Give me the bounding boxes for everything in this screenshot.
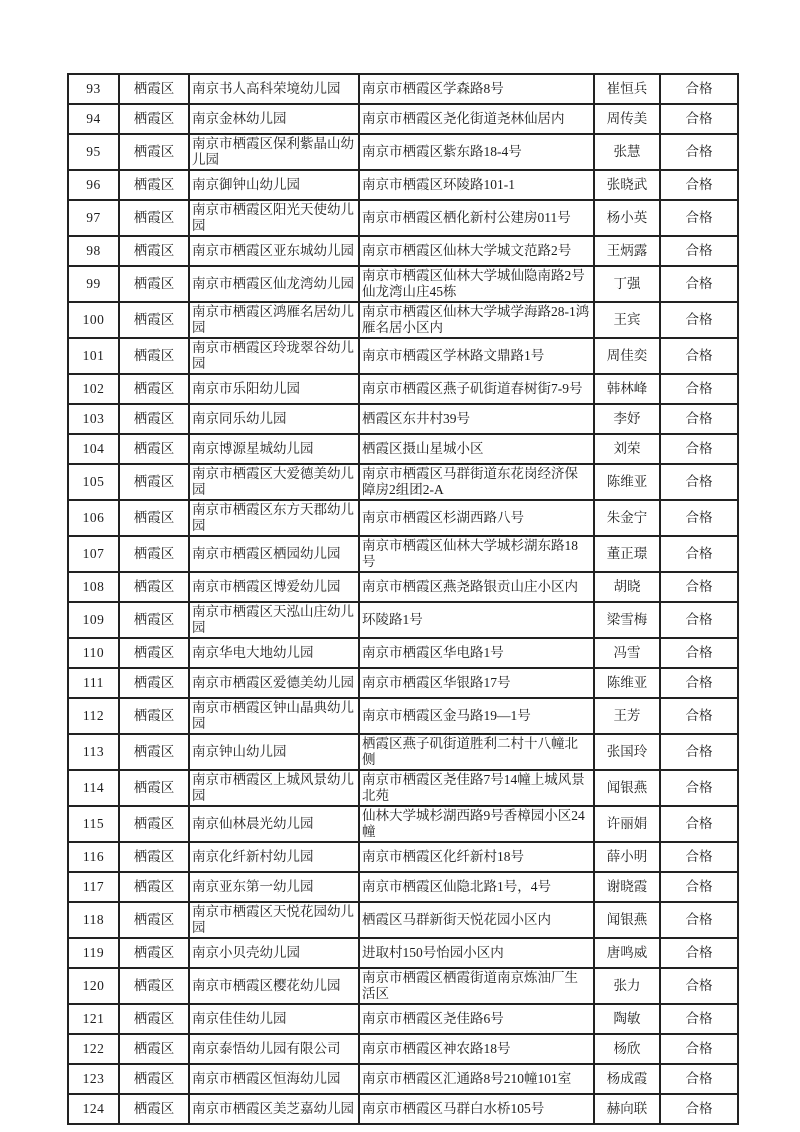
row-number-cell: 104 — [68, 434, 119, 464]
table-body — [68, 74, 738, 1124]
address-cell: 南京市栖霞区学林路文鼎路1号 — [359, 338, 594, 374]
kindergarten-name-cell: 南京市栖霞区鸿雁名居幼儿园 — [189, 302, 359, 338]
kindergarten-name-cell: 南京市栖霞区钟山晶典幼儿园 — [189, 698, 359, 734]
table-row — [68, 200, 738, 236]
row-number-cell: 95 — [68, 134, 119, 170]
row-number-cell: 112 — [68, 698, 119, 734]
address-cell: 南京市栖霞区仙林大学城杉湖东路18号 — [359, 536, 594, 572]
row-number-cell: 119 — [68, 938, 119, 968]
row-number-cell: 113 — [68, 734, 119, 770]
address-cell: 南京市栖霞区环陵路101-1 — [359, 170, 594, 200]
row-number-cell: 110 — [68, 638, 119, 668]
address-cell: 栖霞区燕子矶街道胜利二村十八幢北侧 — [359, 734, 594, 770]
address-cell: 南京市栖霞区汇通路8号210幢101室 — [359, 1064, 594, 1094]
address-cell: 南京市栖霞区栖霞街道南京炼油厂生活区 — [359, 968, 594, 1004]
principal-cell: 杨欣 — [594, 1034, 660, 1064]
row-number-cell: 118 — [68, 902, 119, 938]
table-row — [68, 74, 738, 104]
result-cell: 合格 — [660, 734, 738, 770]
row-number-cell: 106 — [68, 500, 119, 536]
table-row — [68, 872, 738, 902]
address-cell: 南京市栖霞区华银路17号 — [359, 668, 594, 698]
address-cell: 环陵路1号 — [359, 602, 594, 638]
result-cell: 合格 — [660, 104, 738, 134]
row-number-cell: 121 — [68, 1004, 119, 1034]
principal-cell: 韩林峰 — [594, 374, 660, 404]
result-cell: 合格 — [660, 170, 738, 200]
address-cell: 南京市栖霞区燕尧路银贡山庄小区内 — [359, 572, 594, 602]
district-cell: 栖霞区 — [119, 170, 189, 200]
table-row — [68, 170, 738, 200]
table-row — [68, 266, 738, 302]
address-cell: 南京市栖霞区化纤新村18号 — [359, 842, 594, 872]
district-cell: 栖霞区 — [119, 1004, 189, 1034]
row-number-cell: 97 — [68, 200, 119, 236]
district-cell: 栖霞区 — [119, 902, 189, 938]
kindergarten-name-cell: 南京市栖霞区东方天郡幼儿园 — [189, 500, 359, 536]
table-row — [68, 374, 738, 404]
table-row — [68, 638, 738, 668]
result-cell: 合格 — [660, 500, 738, 536]
address-cell: 栖霞区摄山星城小区 — [359, 434, 594, 464]
row-number-cell: 99 — [68, 266, 119, 302]
principal-cell: 胡晓 — [594, 572, 660, 602]
result-cell: 合格 — [660, 698, 738, 734]
row-number-cell: 93 — [68, 74, 119, 104]
result-cell: 合格 — [660, 572, 738, 602]
district-cell: 栖霞区 — [119, 734, 189, 770]
result-cell: 合格 — [660, 842, 738, 872]
address-cell: 南京市栖霞区紫东路18-4号 — [359, 134, 594, 170]
address-cell: 栖霞区马群新街天悦花园小区内 — [359, 902, 594, 938]
kindergarten-name-cell: 南京泰悟幼儿园有限公司 — [189, 1034, 359, 1064]
table-row — [68, 842, 738, 872]
address-cell: 南京市栖霞区马群白水桥105号 — [359, 1094, 594, 1124]
row-number-cell: 108 — [68, 572, 119, 602]
table-row — [68, 1064, 738, 1094]
principal-cell: 周佳奕 — [594, 338, 660, 374]
row-number-cell: 120 — [68, 968, 119, 1004]
result-cell: 合格 — [660, 668, 738, 698]
principal-cell: 周传美 — [594, 104, 660, 134]
result-cell: 合格 — [660, 536, 738, 572]
table-row — [68, 572, 738, 602]
result-cell: 合格 — [660, 638, 738, 668]
address-cell: 南京市栖霞区燕子矶街道春树街7-9号 — [359, 374, 594, 404]
row-number-cell: 122 — [68, 1034, 119, 1064]
table-row — [68, 536, 738, 572]
result-cell: 合格 — [660, 134, 738, 170]
principal-cell: 闻银燕 — [594, 902, 660, 938]
kindergarten-name-cell: 南京市栖霞区亚东城幼儿园 — [189, 236, 359, 266]
table-row — [68, 302, 738, 338]
result-cell: 合格 — [660, 74, 738, 104]
address-cell: 进取村150号怡园小区内 — [359, 938, 594, 968]
table-row — [68, 1094, 738, 1124]
table-row — [68, 698, 738, 734]
table-row — [68, 500, 738, 536]
row-number-cell: 115 — [68, 806, 119, 842]
table-row — [68, 1034, 738, 1064]
result-cell: 合格 — [660, 266, 738, 302]
address-cell: 南京市栖霞区仙隐北路1号，4号 — [359, 872, 594, 902]
address-cell: 南京市栖霞区仙林大学城文范路2号 — [359, 236, 594, 266]
row-number-cell: 114 — [68, 770, 119, 806]
result-cell: 合格 — [660, 200, 738, 236]
table-row — [68, 1004, 738, 1034]
row-number-cell: 101 — [68, 338, 119, 374]
result-cell: 合格 — [660, 236, 738, 266]
result-cell: 合格 — [660, 1064, 738, 1094]
district-cell: 栖霞区 — [119, 698, 189, 734]
district-cell: 栖霞区 — [119, 1064, 189, 1094]
district-cell: 栖霞区 — [119, 302, 189, 338]
principal-cell: 杨小英 — [594, 200, 660, 236]
kindergarten-name-cell: 南京市栖霞区栖园幼儿园 — [189, 536, 359, 572]
kindergarten-name-cell: 南京金林幼儿园 — [189, 104, 359, 134]
principal-cell: 张国玲 — [594, 734, 660, 770]
row-number-cell: 100 — [68, 302, 119, 338]
principal-cell: 刘荣 — [594, 434, 660, 464]
principal-cell: 梁雪梅 — [594, 602, 660, 638]
address-cell: 南京市栖霞区神农路18号 — [359, 1034, 594, 1064]
principal-cell: 谢晓霞 — [594, 872, 660, 902]
principal-cell: 李妤 — [594, 404, 660, 434]
address-cell: 南京市栖霞区栖化新村公建房011号 — [359, 200, 594, 236]
row-number-cell: 102 — [68, 374, 119, 404]
row-number-cell: 111 — [68, 668, 119, 698]
principal-cell: 陈维亚 — [594, 668, 660, 698]
principal-cell: 张晓武 — [594, 170, 660, 200]
district-cell: 栖霞区 — [119, 842, 189, 872]
result-cell: 合格 — [660, 770, 738, 806]
row-number-cell: 116 — [68, 842, 119, 872]
kindergarten-name-cell: 南京钟山幼儿园 — [189, 734, 359, 770]
kindergarten-name-cell: 南京博源星城幼儿园 — [189, 434, 359, 464]
address-cell: 南京市栖霞区仙林大学城仙隐南路2号仙龙湾山庄45栋 — [359, 266, 594, 302]
district-cell: 栖霞区 — [119, 572, 189, 602]
district-cell: 栖霞区 — [119, 464, 189, 500]
table-row — [68, 464, 738, 500]
result-cell: 合格 — [660, 806, 738, 842]
address-cell: 南京市栖霞区金马路19—1号 — [359, 698, 594, 734]
table-row — [68, 806, 738, 842]
district-cell: 栖霞区 — [119, 938, 189, 968]
address-cell: 南京市栖霞区马群街道东花岗经济保障房2组团2-A — [359, 464, 594, 500]
table-row — [68, 434, 738, 464]
principal-cell: 董正璟 — [594, 536, 660, 572]
principal-cell: 朱金宁 — [594, 500, 660, 536]
table-row — [68, 602, 738, 638]
district-cell: 栖霞区 — [119, 374, 189, 404]
result-cell: 合格 — [660, 1004, 738, 1034]
address-cell: 南京市栖霞区仙林大学城学海路28-1鸿雁名居小区内 — [359, 302, 594, 338]
address-cell: 南京市栖霞区杉湖西路八号 — [359, 500, 594, 536]
row-number-cell: 107 — [68, 536, 119, 572]
result-cell: 合格 — [660, 464, 738, 500]
table-row — [68, 770, 738, 806]
row-number-cell: 96 — [68, 170, 119, 200]
kindergarten-name-cell: 南京市栖霞区樱花幼儿园 — [189, 968, 359, 1004]
principal-cell: 王炳露 — [594, 236, 660, 266]
row-number-cell: 123 — [68, 1064, 119, 1094]
row-number-cell: 98 — [68, 236, 119, 266]
address-cell: 南京市栖霞区尧佳路6号 — [359, 1004, 594, 1034]
principal-cell: 王宾 — [594, 302, 660, 338]
kindergarten-name-cell: 南京亚东第一幼儿园 — [189, 872, 359, 902]
district-cell: 栖霞区 — [119, 638, 189, 668]
address-cell: 仙林大学城杉湖西路9号香樟园小区24幢 — [359, 806, 594, 842]
table-row — [68, 668, 738, 698]
table-row — [68, 938, 738, 968]
result-cell: 合格 — [660, 1094, 738, 1124]
principal-cell: 张慧 — [594, 134, 660, 170]
kindergarten-name-cell: 南京同乐幼儿园 — [189, 404, 359, 434]
district-cell: 栖霞区 — [119, 536, 189, 572]
district-cell: 栖霞区 — [119, 74, 189, 104]
table-row — [68, 236, 738, 266]
result-cell: 合格 — [660, 938, 738, 968]
kindergarten-name-cell: 南京市栖霞区恒海幼儿园 — [189, 1064, 359, 1094]
result-cell: 合格 — [660, 338, 738, 374]
principal-cell: 陈维亚 — [594, 464, 660, 500]
address-cell: 南京市栖霞区尧佳路7号14幢上城风景北苑 — [359, 770, 594, 806]
kindergarten-name-cell: 南京化纤新村幼儿园 — [189, 842, 359, 872]
kindergarten-name-cell: 南京书人高科荣境幼儿园 — [189, 74, 359, 104]
kindergarten-name-cell: 南京市栖霞区美芝嘉幼儿园 — [189, 1094, 359, 1124]
table-row — [68, 734, 738, 770]
district-cell: 栖霞区 — [119, 338, 189, 374]
address-cell: 南京市栖霞区尧化街道尧林仙居内 — [359, 104, 594, 134]
district-cell: 栖霞区 — [119, 968, 189, 1004]
principal-cell: 崔恒兵 — [594, 74, 660, 104]
principal-cell: 闻银燕 — [594, 770, 660, 806]
address-cell: 南京市栖霞区华电路1号 — [359, 638, 594, 668]
district-cell: 栖霞区 — [119, 266, 189, 302]
district-cell: 栖霞区 — [119, 872, 189, 902]
district-cell: 栖霞区 — [119, 434, 189, 464]
district-cell: 栖霞区 — [119, 236, 189, 266]
row-number-cell: 117 — [68, 872, 119, 902]
kindergarten-name-cell: 南京市栖霞区上城风景幼儿园 — [189, 770, 359, 806]
row-number-cell: 105 — [68, 464, 119, 500]
district-cell: 栖霞区 — [119, 770, 189, 806]
kindergarten-name-cell: 南京市栖霞区博爱幼儿园 — [189, 572, 359, 602]
district-cell: 栖霞区 — [119, 668, 189, 698]
result-cell: 合格 — [660, 374, 738, 404]
kindergarten-table — [67, 73, 739, 1125]
result-cell: 合格 — [660, 434, 738, 464]
table-row — [68, 404, 738, 434]
principal-cell: 许丽娟 — [594, 806, 660, 842]
row-number-cell: 103 — [68, 404, 119, 434]
principal-cell: 丁强 — [594, 266, 660, 302]
result-cell: 合格 — [660, 1034, 738, 1064]
district-cell: 栖霞区 — [119, 134, 189, 170]
district-cell: 栖霞区 — [119, 104, 189, 134]
table-row — [68, 338, 738, 374]
row-number-cell: 94 — [68, 104, 119, 134]
kindergarten-name-cell: 南京市栖霞区阳光天使幼儿园 — [189, 200, 359, 236]
principal-cell: 薛小明 — [594, 842, 660, 872]
district-cell: 栖霞区 — [119, 602, 189, 638]
kindergarten-name-cell: 南京小贝壳幼儿园 — [189, 938, 359, 968]
kindergarten-name-cell: 南京市乐阳幼儿园 — [189, 374, 359, 404]
table-row — [68, 968, 738, 1004]
kindergarten-name-cell: 南京华电大地幼儿园 — [189, 638, 359, 668]
kindergarten-name-cell: 南京市栖霞区大爱德美幼儿园 — [189, 464, 359, 500]
principal-cell: 陶敏 — [594, 1004, 660, 1034]
result-cell: 合格 — [660, 902, 738, 938]
address-cell: 南京市栖霞区学森路8号 — [359, 74, 594, 104]
kindergarten-name-cell: 南京御钟山幼儿园 — [189, 170, 359, 200]
address-cell: 栖霞区东井村39号 — [359, 404, 594, 434]
district-cell: 栖霞区 — [119, 200, 189, 236]
kindergarten-name-cell: 南京佳佳幼儿园 — [189, 1004, 359, 1034]
table-row — [68, 104, 738, 134]
result-cell: 合格 — [660, 404, 738, 434]
table-row — [68, 902, 738, 938]
kindergarten-name-cell: 南京市栖霞区仙龙湾幼儿园 — [189, 266, 359, 302]
principal-cell: 王芳 — [594, 698, 660, 734]
table-row — [68, 134, 738, 170]
kindergarten-name-cell: 南京市栖霞区天悦花园幼儿园 — [189, 902, 359, 938]
kindergarten-name-cell: 南京市栖霞区天泓山庄幼儿园 — [189, 602, 359, 638]
principal-cell: 赫向联 — [594, 1094, 660, 1124]
row-number-cell: 124 — [68, 1094, 119, 1124]
row-number-cell: 109 — [68, 602, 119, 638]
kindergarten-name-cell: 南京市栖霞区保利紫晶山幼儿园 — [189, 134, 359, 170]
principal-cell: 张力 — [594, 968, 660, 1004]
kindergarten-name-cell: 南京市栖霞区玲珑翠谷幼儿园 — [189, 338, 359, 374]
result-cell: 合格 — [660, 602, 738, 638]
result-cell: 合格 — [660, 872, 738, 902]
principal-cell: 冯雪 — [594, 638, 660, 668]
result-cell: 合格 — [660, 968, 738, 1004]
district-cell: 栖霞区 — [119, 404, 189, 434]
kindergarten-name-cell: 南京仙林晨光幼儿园 — [189, 806, 359, 842]
district-cell: 栖霞区 — [119, 806, 189, 842]
kindergarten-name-cell: 南京市栖霞区爱德美幼儿园 — [189, 668, 359, 698]
principal-cell: 杨成霞 — [594, 1064, 660, 1094]
district-cell: 栖霞区 — [119, 1034, 189, 1064]
district-cell: 栖霞区 — [119, 1094, 189, 1124]
principal-cell: 唐鸣威 — [594, 938, 660, 968]
result-cell: 合格 — [660, 302, 738, 338]
district-cell: 栖霞区 — [119, 500, 189, 536]
